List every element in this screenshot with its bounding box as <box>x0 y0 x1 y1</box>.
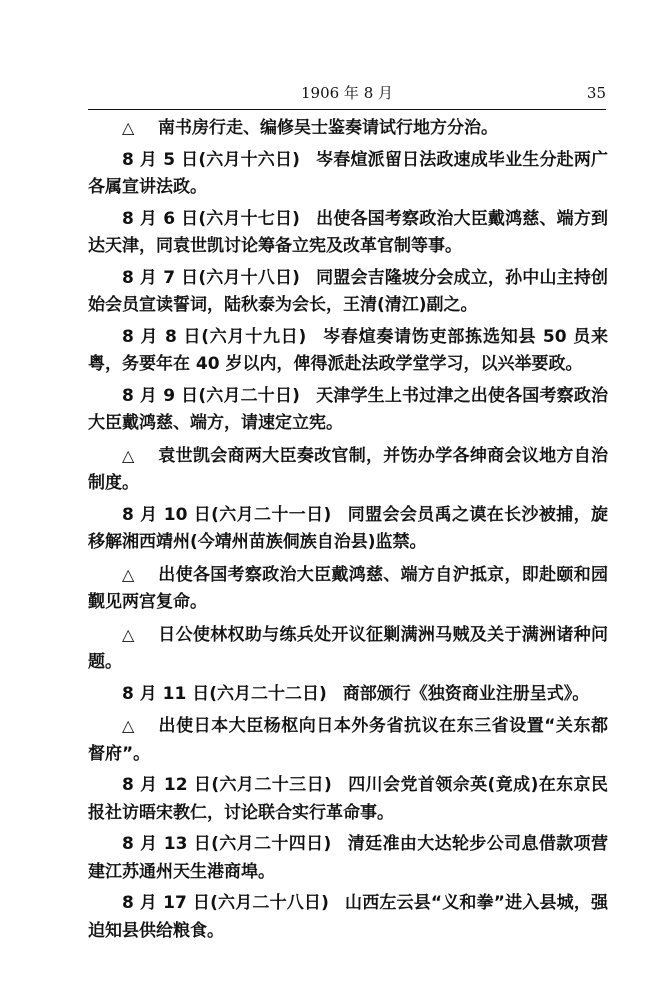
entry-7 <box>88 442 608 498</box>
entry-text: 四川会党首领佘英(竟成)在东京民报社访晤宋教仁，讨论联合实行革命事。 <box>88 775 609 823</box>
entry-text: 出使日本大臣杨枢向日本外务省抗议在东三省设置“关东都督府”。 <box>88 716 608 764</box>
entry-3 <box>88 206 608 261</box>
entry-text: 袁世凯会商两大臣奏改官制，并饬办学各绅商会议地方自治制度。 <box>88 445 608 493</box>
entry-text: 岑春煊奏请饬吏部拣选知县 50 员来粤，务要年在 40 岁以内，俾得派赴法政学堂学习，以兴举要政。 <box>88 326 608 374</box>
entry-marker: △ <box>122 564 135 584</box>
entry-text: 商部颁行《独资商业注册呈式》。 <box>342 683 590 704</box>
entry-14 <box>88 831 608 886</box>
entry-date: 8 月 7 日(六月十八日) <box>122 267 300 288</box>
entry-4 <box>88 265 608 320</box>
entry-text: 山西左云县“义和拳”进入县城，强迫知县供给粮食。 <box>88 893 608 941</box>
entry-text: 天津学生上书过津之出使各国考察政治大臣戴鸿慈、端方，请速定立宪。 <box>88 385 609 433</box>
entry-date: 8 月 6 日(六月十七日) <box>122 208 300 229</box>
entry-12 <box>88 712 608 768</box>
entry-5 <box>88 324 608 379</box>
entry-date: 8 月 8 日(六月十九日) <box>122 326 307 347</box>
entry-6 <box>88 383 608 438</box>
running-header <box>88 82 606 104</box>
header-rule <box>88 109 606 110</box>
entry-15 <box>88 890 608 945</box>
entry-date: 8 月 9 日(六月二十日) <box>122 385 300 406</box>
page-number: 35 <box>586 84 606 102</box>
entry-2 <box>88 147 608 202</box>
entry-8 <box>88 502 608 557</box>
entry-text: 同盟会吉隆坡分会成立，孙中山主持创始会员宣读誓词，陆秋泰为会长，王清(清江)副之。 <box>88 267 609 315</box>
entry-date: 8 月 11 日(六月二十二日) <box>122 683 327 704</box>
entry-date: 8 月 12 日(六月二十三日) <box>122 775 332 795</box>
chronology-entries <box>88 114 608 945</box>
entry-marker: △ <box>122 118 135 137</box>
entry-marker: △ <box>122 445 135 465</box>
header-title: 1906 年 8 月 <box>300 84 394 102</box>
entry-date: 8 月 5 日(六月十六日) <box>122 149 300 170</box>
entry-text: 同盟会会员禹之谟在长沙被捕，旋移解湘西靖州(今靖州苗族侗族自治县)监禁。 <box>88 504 609 552</box>
entry-marker: △ <box>122 624 135 644</box>
entry-text: 南书房行走、编修吴士鉴奏请试行地方分治。 <box>158 118 498 138</box>
entry-date: 8 月 13 日(六月二十四日) <box>122 834 332 854</box>
entry-text: 出使各国考察政治大臣戴鸿慈、端方自沪抵京，即赴颐和园觐见两宫复命。 <box>88 564 608 612</box>
entry-text: 日公使林权助与练兵处开议征剿满洲马贼及关于满洲诸种问题。 <box>88 624 608 672</box>
entry-text: 出使各国考察政治大臣戴鸿慈、端方到达天津，同袁世凯讨论筹备立宪及改革官制等事。 <box>88 208 609 256</box>
entry-13 <box>88 772 608 827</box>
entry-1 <box>88 114 608 143</box>
entry-date: 8 月 10 日(六月二十一日) <box>122 504 332 525</box>
entry-10 <box>88 621 608 677</box>
entry-text: 岑春煊派留日法政速成毕业生分赴两广各属宣讲法政。 <box>88 149 609 197</box>
entry-date: 8 月 17 日(六月二十八日) <box>122 893 329 913</box>
entry-marker: △ <box>122 716 135 735</box>
entry-11 <box>88 681 608 709</box>
entry-9 <box>88 561 608 617</box>
entry-text: 清廷准由大达轮步公司息借款项营建江苏通州天生港商埠。 <box>88 834 609 882</box>
